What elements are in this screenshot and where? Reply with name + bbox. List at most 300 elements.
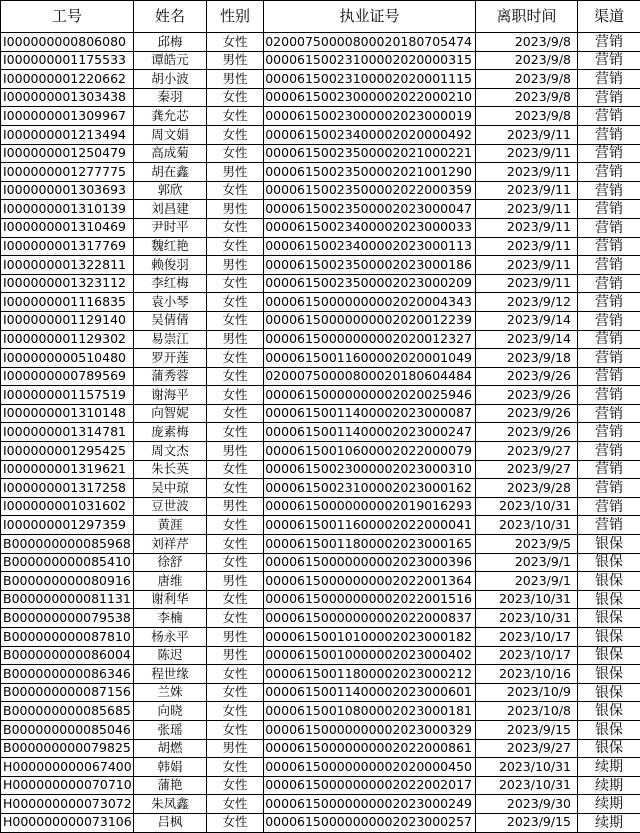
cell-license-no: 00006150000000002023000329 <box>264 720 476 739</box>
cell-gender: 男性 <box>207 330 264 349</box>
table-row <box>1 88 640 107</box>
cell-resign-date: 2023/9/1 <box>476 572 578 591</box>
cell-employee-id: I000000001129302 <box>1 330 134 349</box>
cell-license-no: 00006150011400002023000087 <box>264 404 476 423</box>
cell-license-no: 00006150023100002020000315 <box>264 51 476 70</box>
cell-name: 蒲艳 <box>134 776 207 795</box>
cell-channel: 银保 <box>578 609 640 628</box>
cell-channel: 营销 <box>578 70 640 89</box>
cell-gender: 女性 <box>207 683 264 702</box>
cell-license-no: 00006150000000002020000450 <box>264 758 476 777</box>
cell-employee-id: I000000000510480 <box>1 349 134 368</box>
cell-gender: 女性 <box>207 665 264 684</box>
cell-employee-id: I000000001250479 <box>1 144 134 163</box>
cell-channel: 营销 <box>578 367 640 386</box>
cell-gender: 男性 <box>207 628 264 647</box>
header-row <box>1 1 640 33</box>
table-row <box>1 479 640 498</box>
cell-gender: 女性 <box>207 33 264 52</box>
cell-resign-date: 2023/9/11 <box>476 274 578 293</box>
cell-name: 吴中琼 <box>134 479 207 498</box>
table-row <box>1 442 640 461</box>
cell-employee-id: I000000001277775 <box>1 163 134 182</box>
cell-employee-id: I000000001319621 <box>1 460 134 479</box>
cell-name: 尹时平 <box>134 218 207 237</box>
cell-channel: 营销 <box>578 404 640 423</box>
cell-channel: 营销 <box>578 88 640 107</box>
cell-resign-date: 2023/9/26 <box>476 367 578 386</box>
cell-employee-id: I000000001213494 <box>1 125 134 144</box>
cell-resign-date: 2023/9/12 <box>476 293 578 312</box>
cell-name: 刘祥芹 <box>134 535 207 554</box>
cell-resign-date: 2023/9/8 <box>476 51 578 70</box>
cell-channel: 银保 <box>578 572 640 591</box>
cell-gender: 女性 <box>207 553 264 572</box>
cell-gender: 女性 <box>207 720 264 739</box>
cell-resign-date: 2023/9/8 <box>476 88 578 107</box>
table-row <box>1 144 640 163</box>
cell-license-no: 00006150000000002022000861 <box>264 739 476 758</box>
table-row <box>1 590 640 609</box>
cell-resign-date: 2023/10/31 <box>476 497 578 516</box>
cell-channel: 银保 <box>578 720 640 739</box>
table-row <box>1 293 640 312</box>
cell-gender: 女性 <box>207 293 264 312</box>
table-row <box>1 795 640 814</box>
cell-employee-id: I000000001323112 <box>1 274 134 293</box>
table-row <box>1 181 640 200</box>
cell-channel: 营销 <box>578 516 640 535</box>
cell-license-no: 00006150023500002022000359 <box>264 181 476 200</box>
cell-resign-date: 2023/9/15 <box>476 813 578 832</box>
cell-employee-id: B000000000085046 <box>1 720 134 739</box>
cell-license-no: 00006150011800002023000212 <box>264 665 476 684</box>
cell-employee-id: B000000000085968 <box>1 535 134 554</box>
cell-license-no: 00006150010000002023000402 <box>264 646 476 665</box>
table-row <box>1 553 640 572</box>
cell-employee-id: I000000001303693 <box>1 181 134 200</box>
cell-employee-id: H000000000073072 <box>1 795 134 814</box>
cell-employee-id: H000000000070710 <box>1 776 134 795</box>
cell-gender: 女性 <box>207 144 264 163</box>
cell-resign-date: 2023/9/11 <box>476 237 578 256</box>
cell-employee-id: B000000000087156 <box>1 683 134 702</box>
cell-resign-date: 2023/10/16 <box>476 665 578 684</box>
cell-name: 谢利华 <box>134 590 207 609</box>
cell-resign-date: 2023/9/27 <box>476 739 578 758</box>
table-row <box>1 386 640 405</box>
cell-resign-date: 2023/9/1 <box>476 553 578 572</box>
cell-channel: 银保 <box>578 739 640 758</box>
cell-gender: 女性 <box>207 758 264 777</box>
cell-gender: 女性 <box>207 88 264 107</box>
cell-license-no: 00006150000000002020004343 <box>264 293 476 312</box>
cell-name: 谢海平 <box>134 386 207 405</box>
cell-license-no: 00006150000000002023000249 <box>264 795 476 814</box>
table-row <box>1 776 640 795</box>
cell-employee-id: I000000001129140 <box>1 311 134 330</box>
cell-name: 徐舒 <box>134 553 207 572</box>
cell-employee-id: I000000001310469 <box>1 218 134 237</box>
cell-license-no: 00006150023000002022000210 <box>264 88 476 107</box>
table-row <box>1 311 640 330</box>
cell-name: 袁小琴 <box>134 293 207 312</box>
cell-license-no: 00006150011400002023000247 <box>264 423 476 442</box>
cell-gender: 女性 <box>207 516 264 535</box>
cell-license-no: 00006150023000002023000310 <box>264 460 476 479</box>
table-row <box>1 516 640 535</box>
cell-channel: 营销 <box>578 125 640 144</box>
table-row <box>1 628 640 647</box>
cell-resign-date: 2023/10/9 <box>476 683 578 702</box>
cell-channel: 银保 <box>578 665 640 684</box>
cell-resign-date: 2023/9/26 <box>476 404 578 423</box>
cell-license-no: 00006150000000002022001364 <box>264 572 476 591</box>
cell-gender: 女性 <box>207 125 264 144</box>
cell-resign-date: 2023/9/28 <box>476 479 578 498</box>
cell-gender: 男性 <box>207 51 264 70</box>
cell-channel: 续期 <box>578 795 640 814</box>
cell-employee-id: H000000000073106 <box>1 813 134 832</box>
cell-resign-date: 2023/9/11 <box>476 181 578 200</box>
cell-resign-date: 2023/10/8 <box>476 702 578 721</box>
cell-resign-date: 2023/9/27 <box>476 460 578 479</box>
cell-gender: 女性 <box>207 479 264 498</box>
table-row <box>1 665 640 684</box>
cell-gender: 女性 <box>207 535 264 554</box>
cell-channel: 营销 <box>578 460 640 479</box>
cell-name: 邱梅 <box>134 33 207 52</box>
cell-license-no: 00006150023500002021000221 <box>264 144 476 163</box>
cell-gender: 女性 <box>207 460 264 479</box>
cell-gender: 女性 <box>207 218 264 237</box>
cell-license-no: 00006150023400002023000113 <box>264 237 476 256</box>
cell-resign-date: 2023/9/15 <box>476 720 578 739</box>
cell-name: 谭皓元 <box>134 51 207 70</box>
cell-gender: 女性 <box>207 349 264 368</box>
table-row <box>1 423 640 442</box>
cell-gender: 女性 <box>207 107 264 126</box>
cell-gender: 男性 <box>207 200 264 219</box>
header-channel: 渠道 <box>578 1 640 33</box>
cell-resign-date: 2023/10/31 <box>476 609 578 628</box>
cell-channel: 银保 <box>578 590 640 609</box>
cell-name: 兰姝 <box>134 683 207 702</box>
cell-gender: 女性 <box>207 423 264 442</box>
cell-resign-date: 2023/9/11 <box>476 163 578 182</box>
cell-name: 魏红艳 <box>134 237 207 256</box>
cell-resign-date: 2023/9/8 <box>476 70 578 89</box>
cell-gender: 男性 <box>207 442 264 461</box>
cell-name: 朱长英 <box>134 460 207 479</box>
cell-gender: 男性 <box>207 739 264 758</box>
cell-employee-id: I000000001297359 <box>1 516 134 535</box>
cell-resign-date: 2023/9/26 <box>476 386 578 405</box>
cell-license-no: 00006150023500002023000186 <box>264 256 476 275</box>
cell-employee-id: H000000000067400 <box>1 758 134 777</box>
cell-gender: 男性 <box>207 163 264 182</box>
cell-gender: 女性 <box>207 404 264 423</box>
cell-channel: 营销 <box>578 144 640 163</box>
cell-license-no: 00006150011600002022000041 <box>264 516 476 535</box>
cell-resign-date: 2023/10/31 <box>476 758 578 777</box>
cell-name: 高成菊 <box>134 144 207 163</box>
table-row <box>1 646 640 665</box>
cell-channel: 营销 <box>578 181 640 200</box>
cell-employee-id: I000000001310139 <box>1 200 134 219</box>
cell-license-no: 00006150023100002023000162 <box>264 479 476 498</box>
cell-employee-id: I000000001317769 <box>1 237 134 256</box>
cell-license-no: 00006150023500002023000209 <box>264 274 476 293</box>
cell-license-no: 00006150011400002023000601 <box>264 683 476 702</box>
cell-resign-date: 2023/10/31 <box>476 590 578 609</box>
cell-gender: 男性 <box>207 572 264 591</box>
cell-gender: 女性 <box>207 181 264 200</box>
cell-employee-id: I000000001031602 <box>1 497 134 516</box>
cell-license-no: 02000750000800020180705474 <box>264 33 476 52</box>
cell-channel: 银保 <box>578 535 640 554</box>
cell-license-no: 00006150023400002020000492 <box>264 125 476 144</box>
cell-license-no: 00006150010600002022000079 <box>264 442 476 461</box>
cell-channel: 续期 <box>578 776 640 795</box>
cell-license-no: 00006150011600002020001049 <box>264 349 476 368</box>
table-row <box>1 609 640 628</box>
cell-employee-id: B000000000087810 <box>1 628 134 647</box>
cell-channel: 营销 <box>578 256 640 275</box>
cell-employee-id: I000000001314781 <box>1 423 134 442</box>
cell-channel: 营销 <box>578 200 640 219</box>
cell-license-no: 00006150023500002023000047 <box>264 200 476 219</box>
table-row <box>1 200 640 219</box>
table-body <box>1 33 640 833</box>
table-row <box>1 51 640 70</box>
cell-channel: 银保 <box>578 683 640 702</box>
cell-channel: 营销 <box>578 479 640 498</box>
cell-gender: 女性 <box>207 237 264 256</box>
cell-resign-date: 2023/9/14 <box>476 311 578 330</box>
table-row <box>1 739 640 758</box>
cell-gender: 女性 <box>207 813 264 832</box>
cell-name: 朱凤鑫 <box>134 795 207 814</box>
table-row <box>1 497 640 516</box>
cell-license-no: 00006150000000002022000837 <box>264 609 476 628</box>
cell-gender: 男性 <box>207 646 264 665</box>
cell-employee-id: I000000001310148 <box>1 404 134 423</box>
cell-gender: 女性 <box>207 367 264 386</box>
cell-channel: 银保 <box>578 702 640 721</box>
cell-channel: 营销 <box>578 330 640 349</box>
cell-license-no: 00006150010100002023000182 <box>264 628 476 647</box>
cell-channel: 营销 <box>578 311 640 330</box>
cell-gender: 女性 <box>207 609 264 628</box>
cell-employee-id: I000000001220662 <box>1 70 134 89</box>
cell-resign-date: 2023/9/30 <box>476 795 578 814</box>
table-row <box>1 460 640 479</box>
cell-name: 周文娟 <box>134 125 207 144</box>
cell-channel: 营销 <box>578 497 640 516</box>
table-row <box>1 813 640 832</box>
cell-channel: 营销 <box>578 423 640 442</box>
cell-name: 张瑶 <box>134 720 207 739</box>
cell-license-no: 00006150000000002020012239 <box>264 311 476 330</box>
table-row <box>1 330 640 349</box>
cell-name: 杨永平 <box>134 628 207 647</box>
cell-channel: 营销 <box>578 386 640 405</box>
cell-employee-id: I000000000806080 <box>1 33 134 52</box>
cell-gender: 女性 <box>207 590 264 609</box>
cell-channel: 营销 <box>578 293 640 312</box>
cell-license-no: 00006150010800002023000181 <box>264 702 476 721</box>
cell-employee-id: I000000001309967 <box>1 107 134 126</box>
table-row <box>1 535 640 554</box>
cell-license-no: 00006150000000002020025946 <box>264 386 476 405</box>
cell-name: 黄涯 <box>134 516 207 535</box>
cell-license-no: 00006150000000002019016293 <box>264 497 476 516</box>
cell-resign-date: 2023/9/11 <box>476 125 578 144</box>
table-row <box>1 367 640 386</box>
cell-gender: 男性 <box>207 256 264 275</box>
cell-employee-id: I000000001157519 <box>1 386 134 405</box>
table-row <box>1 572 640 591</box>
cell-license-no: 00006150011800002023000165 <box>264 535 476 554</box>
cell-gender: 女性 <box>207 702 264 721</box>
cell-channel: 营销 <box>578 349 640 368</box>
cell-name: 胡在鑫 <box>134 163 207 182</box>
cell-employee-id: B000000000081131 <box>1 590 134 609</box>
cell-name: 向智妮 <box>134 404 207 423</box>
cell-channel: 银保 <box>578 646 640 665</box>
cell-resign-date: 2023/9/8 <box>476 107 578 126</box>
cell-name: 李楠 <box>134 609 207 628</box>
cell-channel: 续期 <box>578 813 640 832</box>
header-gender: 性别 <box>207 1 264 33</box>
table-header <box>1 1 640 33</box>
table-row <box>1 702 640 721</box>
cell-resign-date: 2023/9/11 <box>476 256 578 275</box>
cell-resign-date: 2023/10/17 <box>476 646 578 665</box>
cell-gender: 女性 <box>207 795 264 814</box>
cell-resign-date: 2023/9/27 <box>476 442 578 461</box>
cell-license-no: 00006150000000002023000396 <box>264 553 476 572</box>
cell-name: 罗开莲 <box>134 349 207 368</box>
cell-channel: 营销 <box>578 33 640 52</box>
cell-resign-date: 2023/9/18 <box>476 349 578 368</box>
cell-resign-date: 2023/10/17 <box>476 628 578 647</box>
cell-license-no: 00006150000000002023000257 <box>264 813 476 832</box>
cell-employee-id: B000000000079538 <box>1 609 134 628</box>
cell-license-no: 00006150023000002023000019 <box>264 107 476 126</box>
cell-gender: 女性 <box>207 311 264 330</box>
cell-employee-id: B000000000079825 <box>1 739 134 758</box>
cell-resign-date: 2023/9/11 <box>476 218 578 237</box>
cell-name: 龚允芯 <box>134 107 207 126</box>
cell-resign-date: 2023/9/26 <box>476 423 578 442</box>
cell-channel: 营销 <box>578 237 640 256</box>
table-row <box>1 404 640 423</box>
cell-name: 郭欣 <box>134 181 207 200</box>
cell-license-no: 00006150023400002023000033 <box>264 218 476 237</box>
cell-name: 胡小波 <box>134 70 207 89</box>
table-row <box>1 683 640 702</box>
cell-name: 易崇江 <box>134 330 207 349</box>
cell-gender: 女性 <box>207 386 264 405</box>
cell-name: 豆世波 <box>134 497 207 516</box>
cell-gender: 男性 <box>207 497 264 516</box>
table-row <box>1 163 640 182</box>
cell-license-no: 02000750000800020180604484 <box>264 367 476 386</box>
table-row <box>1 274 640 293</box>
cell-name: 周文杰 <box>134 442 207 461</box>
cell-resign-date: 2023/10/31 <box>476 516 578 535</box>
cell-channel: 银保 <box>578 628 640 647</box>
cell-resign-date: 2023/9/11 <box>476 144 578 163</box>
cell-employee-id: B000000000080916 <box>1 572 134 591</box>
cell-license-no: 00006150000000002022001516 <box>264 590 476 609</box>
cell-name: 程世缘 <box>134 665 207 684</box>
cell-channel: 营销 <box>578 442 640 461</box>
cell-employee-id: B000000000086004 <box>1 646 134 665</box>
cell-name: 吴倩倩 <box>134 311 207 330</box>
header-license-no: 执业证号 <box>264 1 476 33</box>
cell-resign-date: 2023/9/5 <box>476 535 578 554</box>
cell-resign-date: 2023/9/8 <box>476 33 578 52</box>
cell-name: 韩娟 <box>134 758 207 777</box>
table-row <box>1 758 640 777</box>
cell-employee-id: I000000001116835 <box>1 293 134 312</box>
cell-employee-id: I000000001322811 <box>1 256 134 275</box>
cell-employee-id: I000000001303438 <box>1 88 134 107</box>
cell-resign-date: 2023/9/14 <box>476 330 578 349</box>
cell-channel: 营销 <box>578 274 640 293</box>
table-row <box>1 218 640 237</box>
table-row <box>1 237 640 256</box>
cell-channel: 续期 <box>578 758 640 777</box>
table-row <box>1 70 640 89</box>
cell-channel: 银保 <box>578 553 640 572</box>
table-row <box>1 349 640 368</box>
cell-channel: 营销 <box>578 163 640 182</box>
table-row <box>1 720 640 739</box>
cell-gender: 女性 <box>207 776 264 795</box>
cell-name: 陈迟 <box>134 646 207 665</box>
table-row <box>1 125 640 144</box>
table-row <box>1 33 640 52</box>
cell-employee-id: B000000000085685 <box>1 702 134 721</box>
cell-employee-id: B000000000086346 <box>1 665 134 684</box>
header-employee-id: 工号 <box>1 1 134 33</box>
table-row <box>1 256 640 275</box>
cell-name: 向晓 <box>134 702 207 721</box>
cell-employee-id: B000000000085410 <box>1 553 134 572</box>
header-resign-date: 离职时间 <box>476 1 578 33</box>
cell-name: 胡燃 <box>134 739 207 758</box>
cell-name: 刘昌建 <box>134 200 207 219</box>
cell-name: 秦羽 <box>134 88 207 107</box>
cell-name: 庞素梅 <box>134 423 207 442</box>
table-row <box>1 107 640 126</box>
cell-resign-date: 2023/9/11 <box>476 200 578 219</box>
cell-channel: 营销 <box>578 51 640 70</box>
cell-gender: 女性 <box>207 274 264 293</box>
cell-name: 李红梅 <box>134 274 207 293</box>
cell-license-no: 00006150023500002021001290 <box>264 163 476 182</box>
cell-resign-date: 2023/10/31 <box>476 776 578 795</box>
cell-employee-id: I000000001175533 <box>1 51 134 70</box>
cell-channel: 营销 <box>578 218 640 237</box>
cell-name: 吕枫 <box>134 813 207 832</box>
cell-name: 赖俊羽 <box>134 256 207 275</box>
cell-license-no: 00006150000000002022002017 <box>264 776 476 795</box>
